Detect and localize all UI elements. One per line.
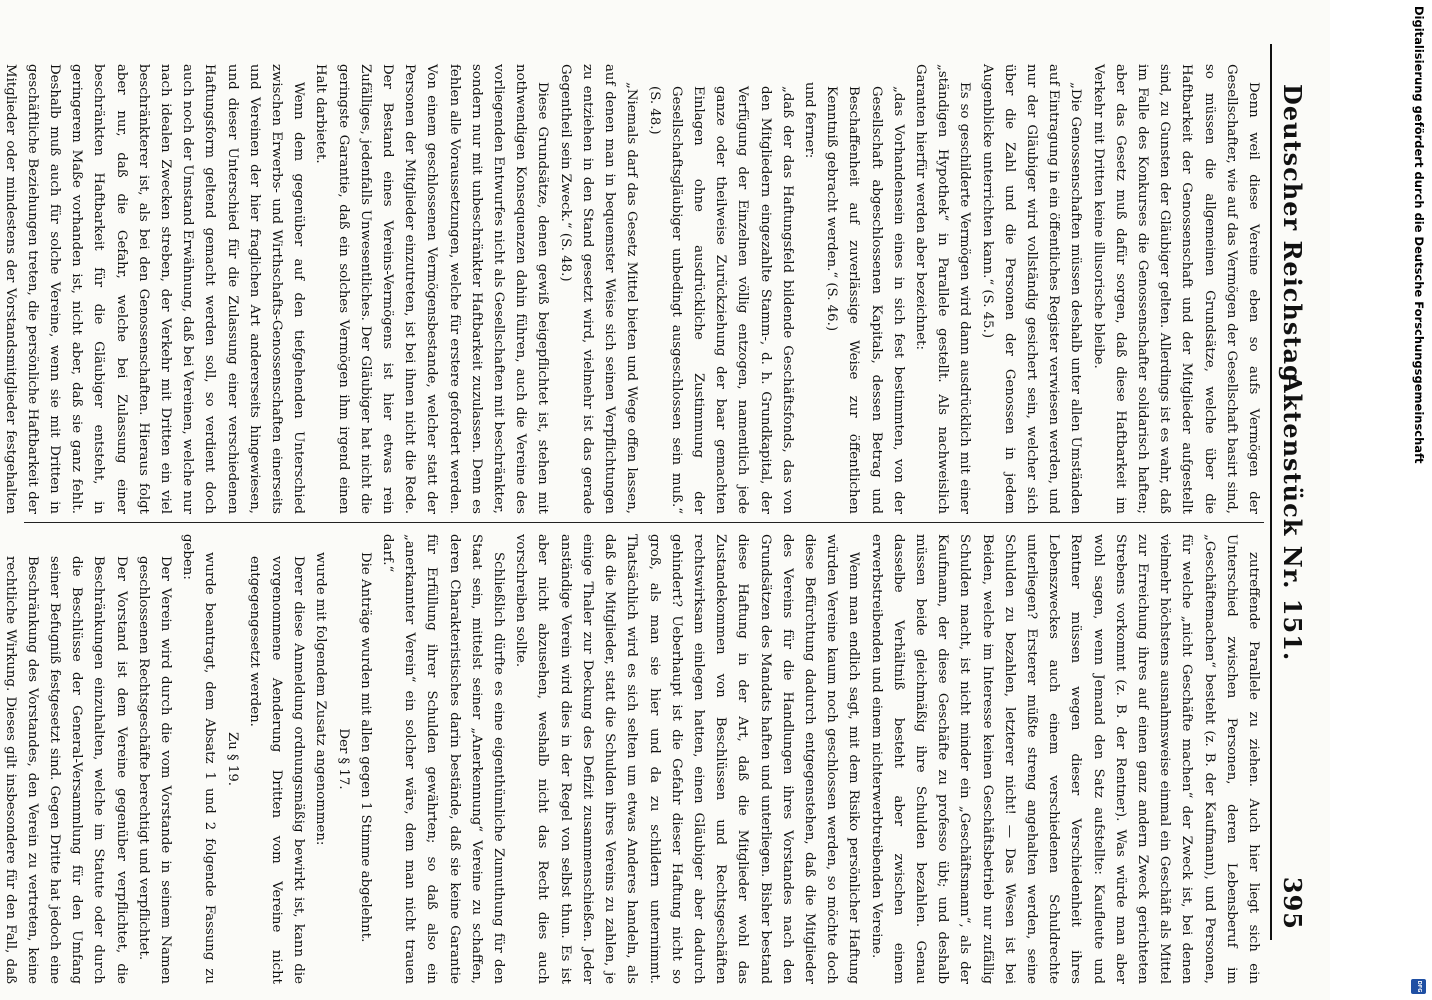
body-paragraph: Die Anträge wurden mit allen gegen 1 Stimme abgelehnt. (357, 552, 373, 943)
body-paragraph: Wenn man endlich sagt, mit dem Risiko persönlicher Haftung würden Vereine kaum noch geschlossen werden, so möchte doch diese Befürchtung dadurch entgegenstehen, daß die Mitglieder des Vereins für die Handlungen ihres Vorstandes nach den Grundsätzen des Mandats haften und unterliegen. Bisher bestand diese Haftung in der Art, daß die Mitglieder wohl das Zustandekommen von Beschlüssen und Rechtsgeschäften rechtswirksam einlegen hatten, einen Gläubiger aber dadurch gehindert? Ueberhaupt ist die Gefahr dieser Haftung nicht so groß, als man sie hier und da zu schildern unternimmt. Thatsächlich wird es sich selten um etwas Anderes handeln, als daß die Mitglieder, statt die Schulden ihres Vereins zu zahlen, je einige Thaler zur Deckung des Defizit zusammenschießen. Jeder anständige Verein wird dies in der Regel von selbst thun. Es ist aber nicht abzusehen, weshalb nicht das Recht dies auch vorschreiben sollte. (513, 534, 862, 984)
quoted-paragraph: Der Vorstand ist dem Vereine gegenüber verpflichtet, die Beschränkungen einzuhalten, welche im Statute oder durch die Beschlüsse der General-Versammlung für den Umfang seiner Befugniß festgesetzt sind. Gegen Dritte hat jedoch eine Beschränkung des Vorstandes, den Verein zu vertreten, keine rechtliche Wirkung. Dieses gilt insbesondere für den Fall, daß (2, 556, 129, 984)
right-text-column (2, 534, 1264, 984)
body-paragraph: wurde mit folgendem Zusatz angenommen: (313, 552, 329, 846)
column-divider (24, 522, 1264, 523)
body-paragraph: wurde beantragt, dem Absatz 1 und 2 folgende Fassung zu geben: (180, 534, 218, 984)
body-paragraph: „Niemals darf das Gesetz Mittel bieten und Wege offen lassen, auf denen man in bequemster Weise sich seinen Verpflichtungen zu entziehen in den Stand gesetzt wird, vielmehr ist das gerade Gegentheil sein Zweck.“ (S. 48.) (557, 64, 640, 514)
digitization-credit-text: Digitalisierung gefördert durch die Deutsche Forschungsgemeinschaft (1412, 6, 1426, 464)
section-heading: Der § 17. (335, 728, 351, 790)
digitization-credit-strip (1405, 0, 1432, 1000)
body-paragraph: Wenn dem gegenüber auf den tiefgehenden Unterschied zwischen Erwerbs- und Wirthschafts-Genossenschaften einerseits und Vereinen der hier fraglichen Art andererseits hingewiesen, und dieser Unterschied für die Zulassung einer verschiedenen Haftungsform geltend gemacht werden soll, so verdient doch auch noch der Umstand Erwähnung, daß bei Vereinen, welche nur nach idealen Zwecken streben, der Verkehr mit Dritten ein viel beschränkterer ist, als bei den Genossenschaften. Hieraus folgt aber nur, daß die Gefahr, welche bei Zulassung einer beschränkten Haftbarkeit für die Gläubiger entsteht, in geringerem Maße vorhanden ist, nicht aber, daß sie ganz fehlt. Deshalb muß auch für solche Vereine, wenn sie mit Dritten in geschäftliche Beziehungen treten, die persönliche Haftbarkeit der Mitglieder oder mindestens der Vorstandsmitglieder festgehalten (2, 64, 307, 514)
page-header (1270, 44, 1316, 940)
quoted-paragraph: Derer diese Anmeldung ordnungsmäßig bewirkt ist, kann die vorgenommene Aenderung Dritten vom Vereine nicht entgegengesetzt werden. (246, 556, 307, 984)
header-page-number: 395 (1278, 876, 1307, 930)
body-paragraph: Schließlich dürfte es eine eigenthümliche Zumuthung für den Staat sein, mittelst seiner „Anerkennung“ Vereine zu schaffen, deren Charakteristisches darin bestände, daß sie keine Garantie für Erfüllung ihrer Schulden gewährten; so daß also ein „anerkannter Verein“ ein solcher wäre, dem man nicht trauen darf.“ (380, 534, 507, 984)
header-document-number: Aktenstück Nr. 151. (1278, 374, 1307, 662)
quoted-paragraph: Der Verein wird durch die vom Vorstande in seinem Namen geschlossenen Rechtsgeschäfte berechtigt und verpflichtet. (135, 556, 174, 984)
body-paragraph: und ferner: (801, 82, 817, 159)
section-heading: Zu § 19. (224, 731, 240, 787)
quoted-paragraph: „daß der das Haftungsfeld bildende Geschäftsfonds, das von den Mitgliedern eingezahlte Stamm-, d. h. Grundkapital, der Verfügung der Einzelnen völlig entzogen, namentlich jede ganze oder theilweise Zurückziehung der baar gemachten Einlagen ohne ausdrückliche Zustimmung der Gesellschaftsgläubiger unbedingt ausgeschlossen sein muß.“ (S. 48.) (646, 86, 795, 514)
dfg-logo-label: DFG (1416, 980, 1422, 993)
body-paragraph: Diese Grundsätze, denen gewiß beigepflichtet ist, stehen mit nothwendigen Konsequenzen dahin führen, auch die Vereine des vorliegenden Entwurfes nicht als Gesellschaften mit beschränkter, sondern nur mit unbeschränkter Haftbarkeit zuzulassen. Denn es fehlen alle Voraussetzungen, welche für erstere gefordert werden. Von einem geschlossenen Vermögensbestande, welcher statt der Personen der Mitglieder einzutreten, ist bei ihnen nicht die Rede. Der Bestand eines Vereins-Vermögens ist hier etwas rein Zufälliges, jedenfalls Unwesentliches. Der Gläubiger hat nicht die geringste Garantie, daß ein solches Vermögen ihm irgend einen Halt darbietet. (313, 64, 551, 515)
body-paragraph: „Die Genossenschaften müssen deshalb unter allen Umständen auf Eintragung in ein öffentliches Register verwiesen werden, und nur der Gläubiger wird vollständig gesichert sein, welcher sich über die Zahl und die Personen der Genossen in jedem Augenblicke unterrichten kann.“ (S. 45.) (979, 64, 1084, 514)
body-paragraph: Denn weil diese Vereine eben so aufs Vermögen der Gesellschafter, wie auf das Vermögen der Gesellschaft basirt sind, so müssen die allgemeinen Grundsätze, welche über die Haftbarkeit der Genossenschaft und der Mitglieder aufgestellt sind, zu Gunsten der Gläubiger gelten. Allerdings ist es wahr, daß im Falle des Konkurses die Genossenschafter solidarisch haften; aber das Gesetz muß dafür sorgen, daß diese Haftbarkeit im Verkehr mit Dritten keine illusorische bleibe. (1090, 64, 1261, 514)
body-paragraph: zutreffende Parallele zu ziehen. Auch hier liegt sich ein Unterschied zwischen Personen, deren Lebensberuf im „Geschäftemachen“ besteht (z. B. der Kaufmann), und Personen, für welche „nicht Geschäfte machen“ der Zweck ist, bei denen vielmehr höchstens ausnahmsweise einmal ein Geschäft als Mittel zur Erreichung ihres auf einen ganz andern Zweck gerichteten Strebens vorkommt (z. B. der Rentner). Was würde man aber wohl sagen, wenn Jemand den Satz aufstellte: Kaufleute und Rentner müssen wegen dieser Verschiedenheit ihres Lebenszweckes auch einem verschiedenen Schuldrechte unterliegen? Ersterer müßte streng angehalten werden, seine Schulden zu bezahlen, letzterer nicht! — Das Wesen ist bei Beiden, welche im Interesse keinen Geschäftsbetrieb nur zufällig Schulden macht, ist nicht minder ein „Geschäftsmann“, als der Kaufmann, der diese Geschäfte zu professo übt; und deshalb müssen beide gleichmäßig ihre Schulden bezahlen. Genau dasselbe Verhältniß besteht aber zwischen einem erwerbstreibenden und einem nichterwerbtreibenden Vereine. (868, 534, 1261, 984)
quoted-paragraph: „das Vorhandensein eines in sich fest bestimmten, von der Gesellschaft abgeschlossenen Kapitals, dessen Betrag und Beschaffenheit auf zuverlässige Weise zur öffentlichen Kenntniß gebracht werden.“ (S. 46.) (824, 86, 906, 514)
dfg-logo-icon (1411, 979, 1426, 994)
body-paragraph: Es so geschilderte Vermögen wird dann ausdrücklich mit einer „ständigen Hypothek“ in Parallele gestellt. Als nachweislich Garanten hierfür werden aber bezeichnet: (912, 64, 973, 514)
left-text-column (2, 64, 1264, 515)
header-publication-title: Deutscher Reichstag. (1278, 84, 1307, 393)
